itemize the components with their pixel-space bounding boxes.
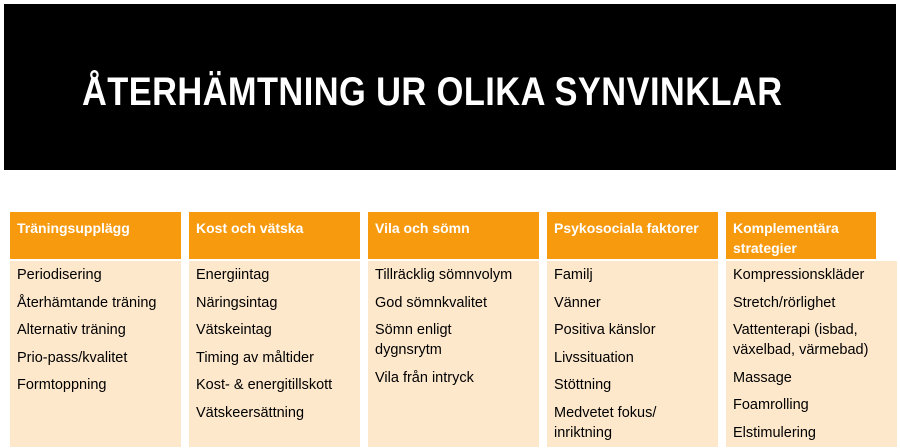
list-item: Positiva känslor — [554, 322, 656, 338]
column-header: Vila och sömn — [368, 212, 539, 259]
list-item: Formtoppning — [17, 377, 107, 393]
column-body — [726, 261, 897, 447]
column-body — [10, 261, 181, 447]
title-bar — [4, 4, 896, 170]
list-item: Återhämtande träning — [17, 294, 157, 311]
list-item: Elstimulering — [733, 424, 816, 441]
list-item: Vila från intryck — [375, 369, 474, 386]
list-item: Foamrolling — [733, 397, 809, 413]
list-item: Familj — [554, 267, 593, 283]
list-item: Energiintag — [196, 267, 270, 283]
list-item: Periodisering — [17, 267, 102, 283]
list-item: Alternativ träning — [17, 322, 126, 338]
column-body — [547, 261, 718, 447]
column-body — [189, 261, 360, 447]
list-item: Näringsintag — [196, 294, 278, 311]
list-item: Livssituation — [554, 349, 634, 366]
column-header: Kost och vätska — [189, 212, 360, 259]
list-item: Tillräcklig sömnvolym — [375, 267, 513, 283]
list-item: Vänner — [554, 294, 601, 311]
column-complementary — [726, 212, 897, 447]
list-item: Kost- & energitillskott — [196, 377, 333, 393]
slide-title: ÅTERHÄMTNING UR OLIKA SYNVINKLAR — [82, 70, 783, 114]
list-item: Vätskeintag — [196, 322, 272, 338]
list-item: Kompressionskläder — [733, 267, 865, 283]
list-item: Vattenterapi (isbad, växelbad, värmebad) — [733, 322, 869, 358]
list-item: Sömn enligt dygnsrytm — [375, 322, 452, 358]
list-item: Medvetet fokus/ inriktning — [554, 404, 657, 441]
column-header: Psykosociala faktorer — [547, 212, 718, 259]
list-item: Vätskeersättning — [196, 404, 305, 421]
list-item: Massage — [733, 369, 792, 386]
column-nutrition — [189, 212, 360, 447]
list-item: God sömnkvalitet — [375, 294, 488, 311]
list-item: Stretch/rörlighet — [733, 294, 836, 311]
column-header: Komplementära strategier — [726, 212, 876, 259]
list-item: Stöttning — [554, 377, 612, 393]
column-training — [10, 212, 181, 447]
list-item: Timing av måltider — [196, 349, 314, 366]
list-item: Prio-pass/kvalitet — [17, 349, 128, 366]
column-header: Träningsupplägg — [10, 212, 181, 259]
column-body — [368, 261, 539, 447]
column-psychosocial — [547, 212, 718, 447]
column-rest-sleep — [368, 212, 539, 447]
